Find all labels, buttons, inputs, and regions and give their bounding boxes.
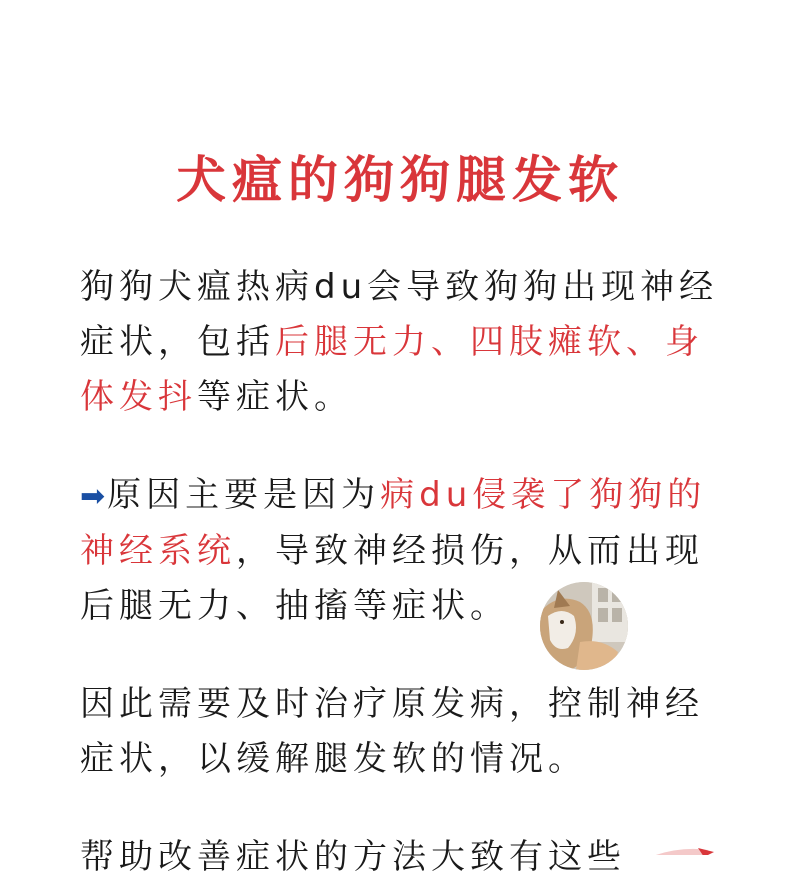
paragraph-symptoms	[80, 260, 720, 425]
paragraph-treatment: 因此需要及时治疗原发病，控制神经症状，以缓解腿发软的情况。	[80, 684, 704, 779]
cause-lead: 原因主要是因为	[107, 475, 381, 515]
dog-photo	[540, 582, 628, 670]
swoosh-icon	[650, 844, 720, 855]
paragraph-methods-heading: 帮助改善症状的方法大致有这些	[80, 837, 626, 877]
symptoms-tail: 等症状。	[197, 377, 353, 417]
symptoms-highlight: 后腿无力、四肢瘫软、身体发抖	[80, 322, 704, 417]
cause-tail: ，导致神经损伤，从而出现后腿无力、抽搐等症状。	[80, 531, 704, 626]
dog-photo-illustration	[540, 582, 628, 670]
symptoms-lead: 狗狗犬瘟热病du会导致狗狗出现神经症状，包括	[80, 267, 719, 362]
page-title: 犬瘟的狗狗腿发软	[176, 151, 624, 209]
right-arrow-icon: ➡	[80, 479, 106, 514]
cause-highlight: 病du侵袭了狗狗的神经系统	[80, 475, 707, 571]
decorative-swoosh	[650, 842, 720, 855]
